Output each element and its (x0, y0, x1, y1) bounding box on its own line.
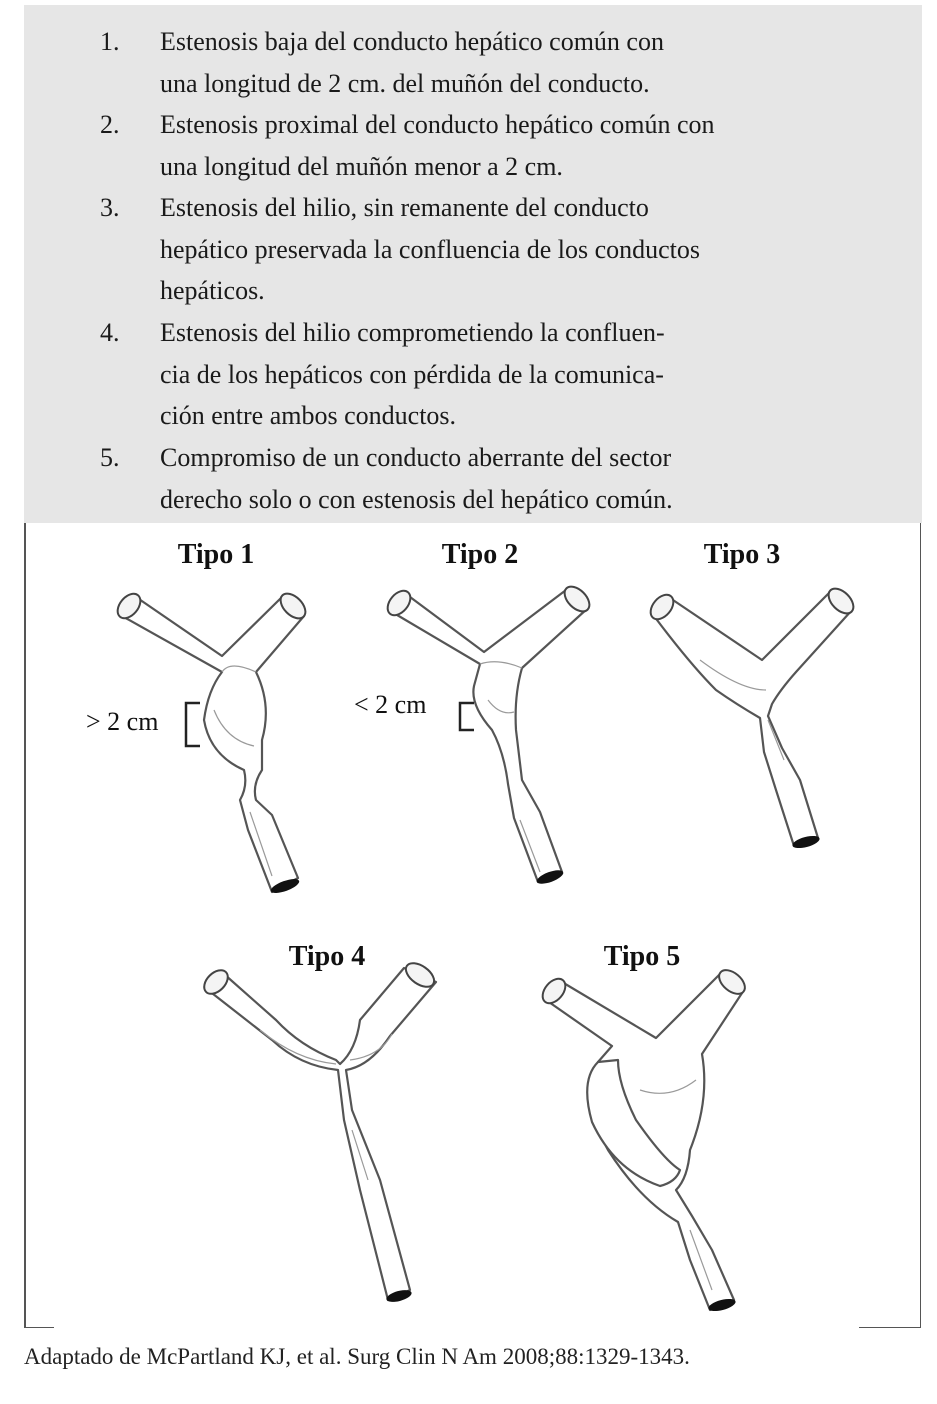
tipo-1-measure-bracket (186, 703, 200, 746)
item-number: 4. (100, 318, 120, 347)
item-line: Estenosis proximal del conducto hepático común con (160, 110, 715, 139)
item-line: Compromiso de un conducto aberrante del sector (160, 443, 672, 472)
item-line: ción entre ambos conductos. (160, 401, 457, 430)
tipo-1-label: Tipo 1 (177, 539, 255, 570)
measure-greater-2cm: > 2 cm (86, 707, 159, 736)
measure-less-2cm: < 2 cm (354, 690, 427, 719)
item-line: hepático preservada la confluencia de los conductos (160, 234, 700, 264)
tipo-4-duct (200, 958, 439, 1304)
tipo-1-duct (113, 589, 310, 896)
item-line: Estenosis baja del conducto hepático común con (160, 27, 664, 56)
tipo-4-label: Tipo 4 (288, 941, 366, 972)
tipo-2-duct (383, 582, 594, 886)
item-number: 3. (100, 193, 120, 222)
tipo-2-label: Tipo 2 (441, 539, 519, 570)
item-line: hepáticos. (160, 276, 265, 305)
item-line: derecho solo o con estenosis del hepático común. (160, 484, 673, 514)
tipo-5-label: Tipo 5 (603, 941, 681, 972)
item-line: Estenosis del hilio, sin remanente del conducto (160, 193, 649, 222)
item-number: 1. (100, 27, 120, 56)
tipo-5-duct (538, 965, 749, 1313)
item-line: una longitud del muñón menor a 2 cm. (160, 151, 563, 181)
tipo-2-measure-bracket (460, 703, 474, 730)
tipo-3-duct (646, 584, 858, 850)
item-line: una longitud de 2 cm. del muñón del conducto. (160, 68, 650, 98)
item-line: cia de los hepáticos con pérdida de la comunica- (160, 359, 664, 389)
item-line: Estenosis del hilio comprometiendo la confluen- (160, 318, 665, 347)
figure-caption: Adaptado de McPartland KJ, et al. Surg Clin N Am 2008;88:1329-1343. (24, 1344, 690, 1369)
item-number: 5. (100, 443, 120, 472)
tipo-3-label: Tipo 3 (703, 539, 781, 570)
item-number: 2. (100, 110, 120, 139)
